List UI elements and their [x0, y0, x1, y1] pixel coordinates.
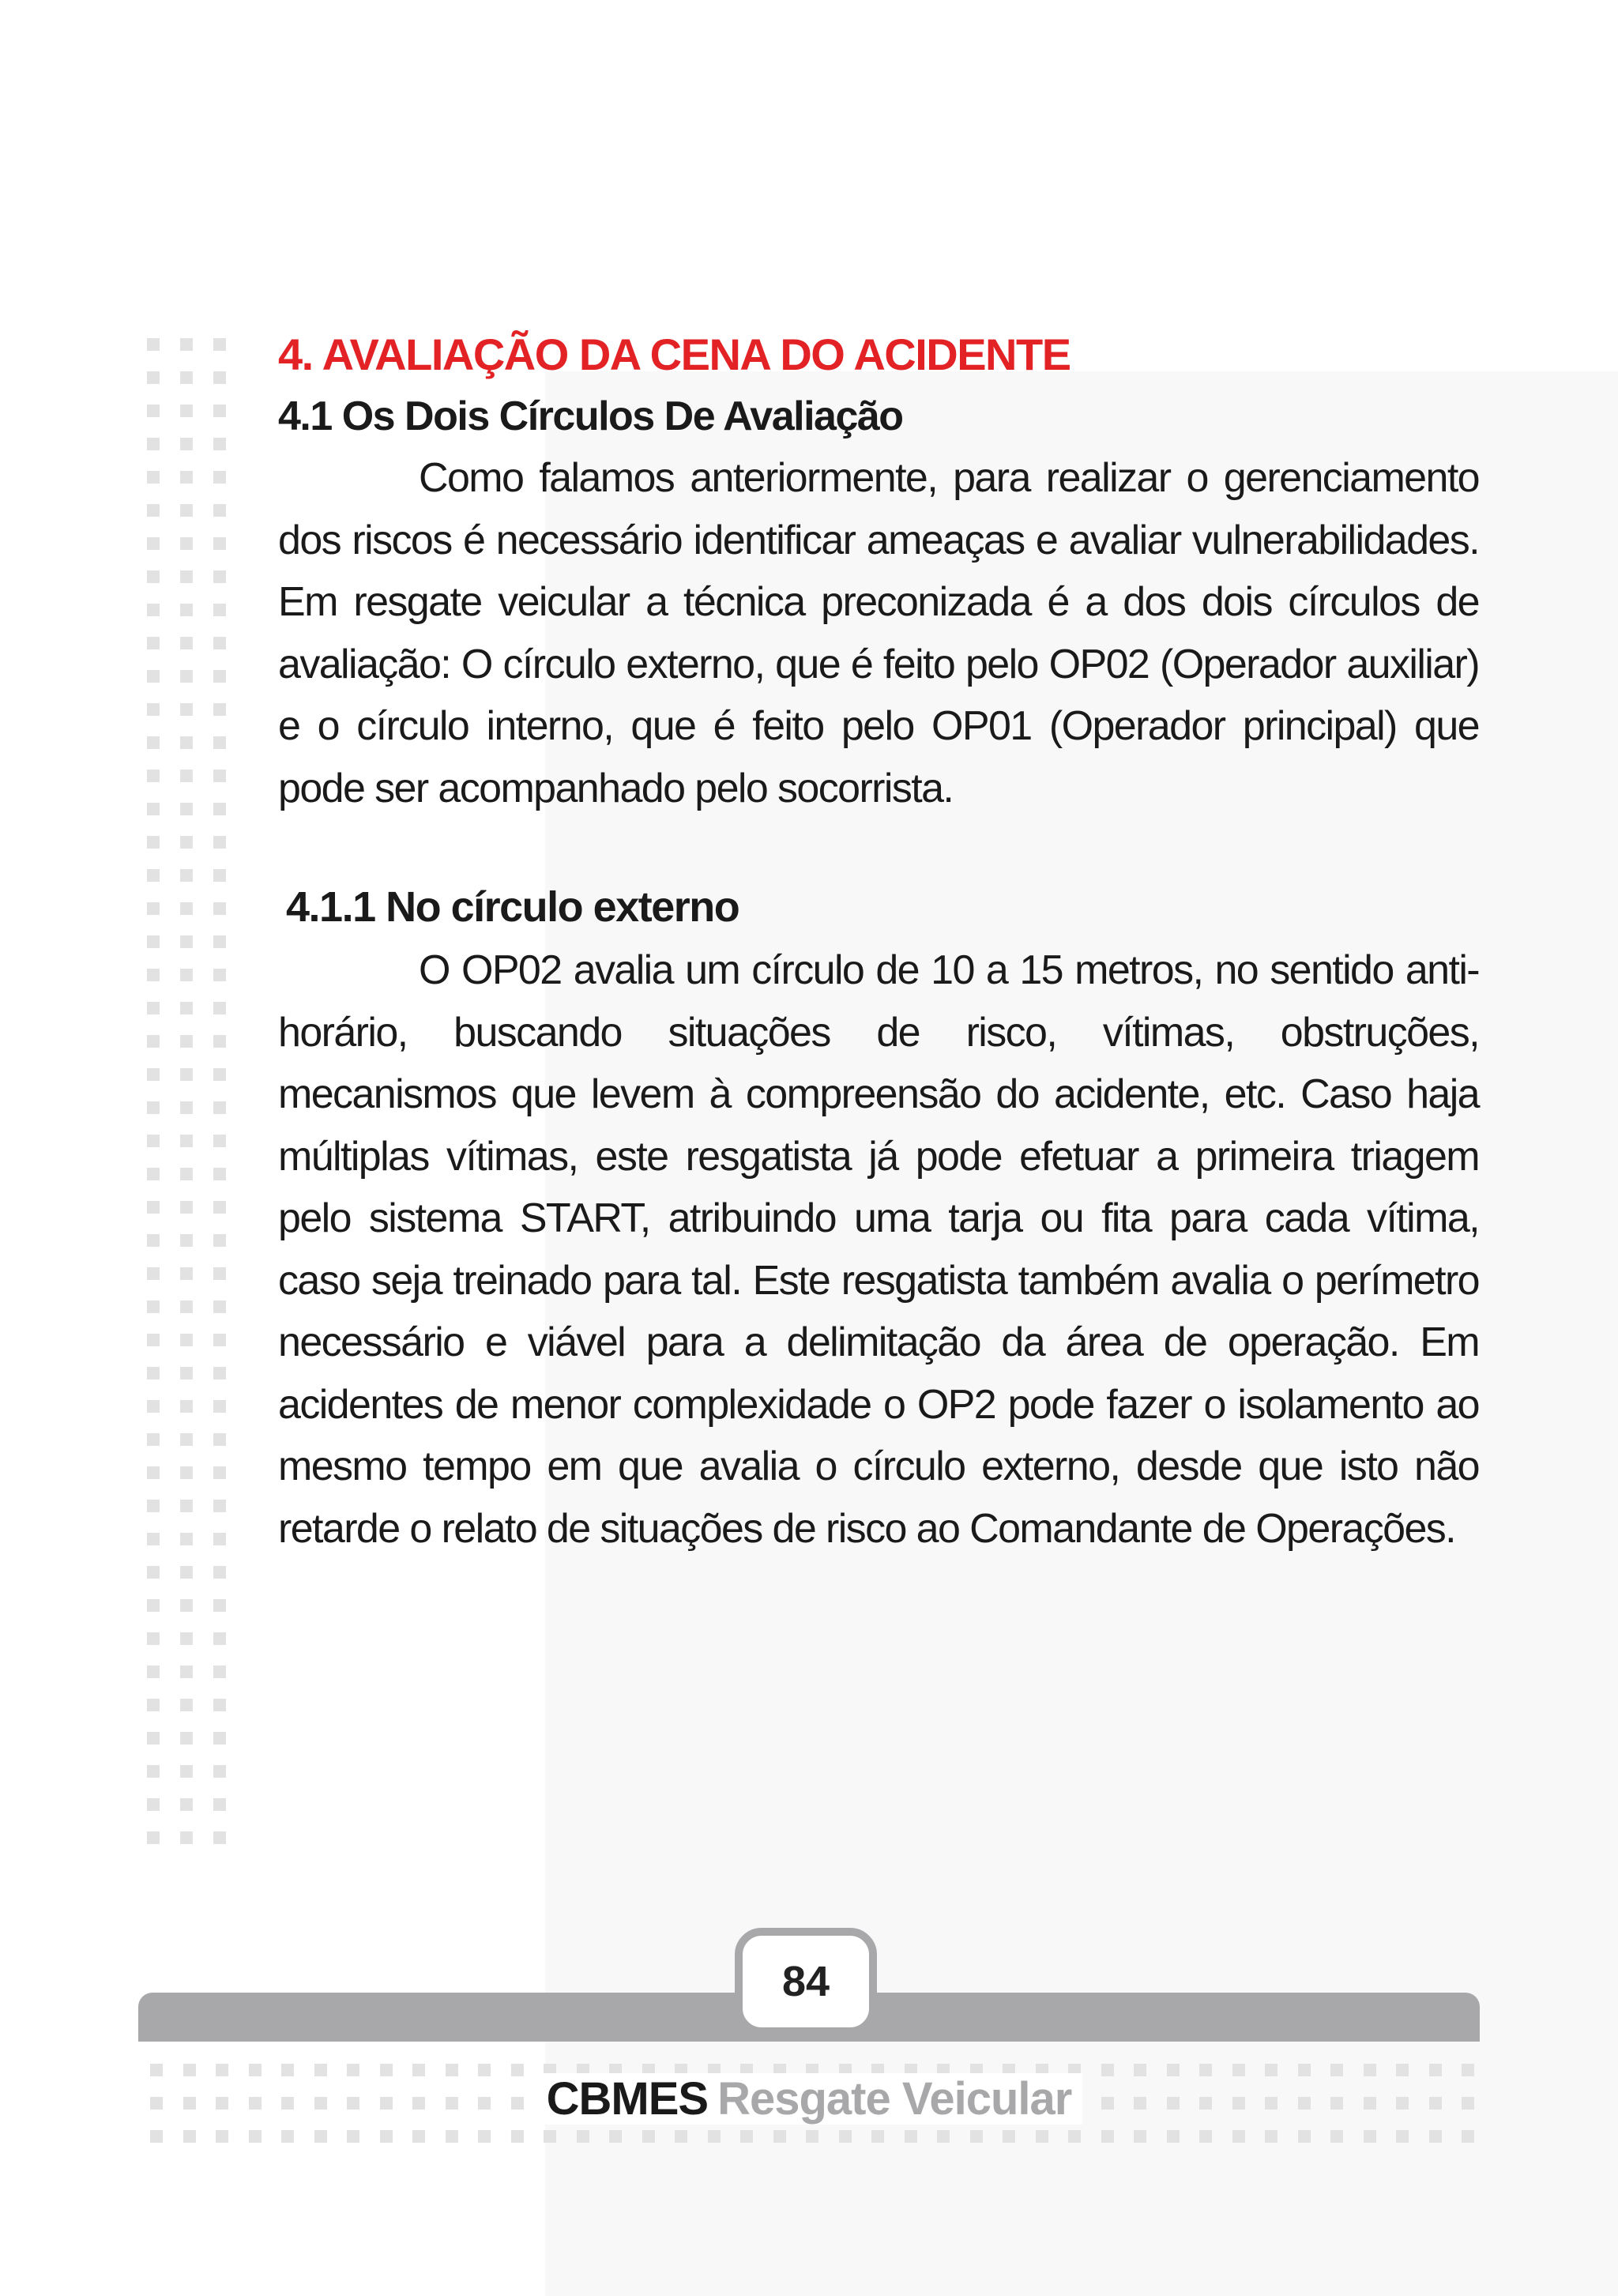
section-heading: 4. AVALIAÇÃO DA CENA DO ACIDENTE: [278, 329, 1071, 379]
page-number: 84: [735, 1928, 877, 2035]
grid-square: [147, 471, 160, 484]
grid-square: [180, 570, 193, 583]
grid-square: [213, 1599, 226, 1612]
grid-square: [180, 604, 193, 616]
grid-square: [213, 1699, 226, 1711]
grid-square: [147, 537, 160, 550]
grid-square: [147, 1101, 160, 1114]
grid-square: [213, 438, 226, 450]
grid-square: [213, 405, 226, 417]
grid-square: [147, 1168, 160, 1180]
grid-square: [213, 935, 226, 948]
grid-square: [180, 1500, 193, 1512]
grid-square: [180, 438, 193, 450]
grid-square: [213, 1135, 226, 1147]
grid-square: [213, 736, 226, 749]
grid-square: [147, 670, 160, 683]
grid-square: [213, 770, 226, 782]
grid-square: [147, 570, 160, 583]
grid-square: [147, 1533, 160, 1545]
grid-square: [147, 1765, 160, 1778]
grid-square: [147, 1367, 160, 1379]
grid-square: [213, 902, 226, 915]
grid-square: [213, 670, 226, 683]
grid-square: [180, 1798, 193, 1811]
grid-square: [180, 405, 193, 417]
grid-square: [147, 1035, 160, 1048]
grid-square: [147, 338, 160, 351]
subsection-heading: 4.1 Os Dois Círculos De Avaliação: [278, 393, 903, 439]
grid-square: [180, 670, 193, 683]
grid-square: [147, 1433, 160, 1446]
grid-square: [213, 1798, 226, 1811]
grid-square: [180, 902, 193, 915]
grid-square: [180, 1533, 193, 1545]
grid-square: [180, 537, 193, 550]
grid-square: [213, 504, 226, 517]
decorative-side-grid: [147, 338, 226, 1844]
grid-square: [213, 1732, 226, 1745]
grid-square: [147, 1566, 160, 1579]
grid-square: [213, 1168, 226, 1180]
grid-square: [180, 504, 193, 517]
grid-square: [213, 1666, 226, 1678]
grid-square: [213, 1300, 226, 1313]
grid-square: [213, 604, 226, 616]
grid-square: [180, 1732, 193, 1745]
grid-square: [180, 1400, 193, 1413]
grid-square: [213, 1234, 226, 1247]
grid-square: [213, 1765, 226, 1778]
grid-square: [213, 1466, 226, 1479]
grid-square: [180, 1201, 193, 1214]
grid-square: [180, 1267, 193, 1280]
grid-square: [213, 1433, 226, 1446]
grid-square: [180, 637, 193, 649]
footer-title: [0, 2064, 1618, 2135]
grid-square: [213, 1002, 226, 1014]
grid-square: [180, 1367, 193, 1379]
grid-square: [180, 1068, 193, 1081]
grid-square: [213, 803, 226, 815]
grid-square: [147, 1201, 160, 1214]
grid-square: [147, 1300, 160, 1313]
grid-square: [147, 902, 160, 915]
grid-square: [147, 836, 160, 849]
grid-square: [180, 736, 193, 749]
grid-square: [180, 1632, 193, 1645]
grid-square: [147, 1831, 160, 1844]
grid-square: [213, 338, 226, 351]
grid-square: [180, 1234, 193, 1247]
grid-square: [180, 1035, 193, 1048]
grid-square: [147, 1500, 160, 1512]
grid-square: [213, 1201, 226, 1214]
grid-square: [147, 869, 160, 882]
grid-square: [147, 1135, 160, 1147]
grid-square: [213, 836, 226, 849]
grid-square: [147, 1234, 160, 1247]
grid-square: [180, 703, 193, 716]
grid-square: [180, 1599, 193, 1612]
grid-square: [147, 1068, 160, 1081]
grid-square: [180, 1466, 193, 1479]
grid-square: [213, 570, 226, 583]
paragraph-external-circle: O OP02 avalia um círculo de 10 a 15 metros, no sentido anti-horário, buscando situações de risco, vítimas, obstruções, mecanismos que levem à compreensão do acidente, etc. Caso haja múltiplas vítimas, este resgatista já pode efetuar a primeira triagem pelo sistema START, atribuindo uma tarja ou fita para cada vítima, caso seja treinado para tal. Este resgatista também avalia o perímetro necessário e viável para a delimitação da área de operação. Em acidentes de menor complexidade o OP2 pode fazer o isolamento ao mesmo tempo em que avalia o círculo externo, desde que isto não retarde o relato de situações de risco ao Comandante de Operações.: [278, 947, 1479, 1552]
grid-square: [180, 1101, 193, 1114]
grid-square: [147, 935, 160, 948]
grid-square: [213, 1533, 226, 1545]
grid-square: [147, 438, 160, 450]
grid-square: [213, 1068, 226, 1081]
grid-square: [213, 471, 226, 484]
grid-square: [147, 703, 160, 716]
grid-square: [180, 1699, 193, 1711]
grid-square: [147, 1666, 160, 1678]
grid-square: [180, 1135, 193, 1147]
grid-square: [147, 504, 160, 517]
grid-square: [147, 1334, 160, 1346]
grid-square: [147, 969, 160, 981]
grid-square: [180, 770, 193, 782]
grid-square: [180, 1765, 193, 1778]
footer-brand: CBMES: [536, 2073, 713, 2125]
grid-square: [147, 1400, 160, 1413]
grid-square: [213, 1367, 226, 1379]
grid-square: [213, 637, 226, 649]
subsubsection-heading: 4.1.1 No círculo externo: [286, 883, 739, 931]
grid-square: [180, 803, 193, 815]
grid-square: [213, 969, 226, 981]
grid-square: [180, 1566, 193, 1579]
paragraph-intro: Como falamos anteriormente, para realizar o gerenciamento dos riscos é necessário identificar ameaças e avaliar vulnerabilidades. Em resgate veicular a técnica preconizada é a dos dois círculos de avaliação: O círculo externo, que é feito pelo OP02 (Operador auxiliar) e o círculo interno, que é feito pelo OP01 (Operador principal) que pode ser acompanhado pelo socorrista.: [278, 455, 1479, 811]
grid-square: [180, 1334, 193, 1346]
grid-square: [213, 1101, 226, 1114]
grid-square: [147, 637, 160, 649]
grid-square: [147, 1699, 160, 1711]
grid-square: [147, 371, 160, 384]
grid-square: [180, 371, 193, 384]
grid-square: [213, 869, 226, 882]
grid-square: [147, 1599, 160, 1612]
grid-square: [147, 1267, 160, 1280]
grid-square: [180, 1831, 193, 1844]
grid-square: [180, 1300, 193, 1313]
grid-square: [147, 1466, 160, 1479]
grid-square: [213, 371, 226, 384]
grid-square: [180, 471, 193, 484]
grid-square: [180, 338, 193, 351]
grid-square: [213, 1632, 226, 1645]
grid-square: [180, 935, 193, 948]
grid-square: [147, 405, 160, 417]
grid-square: [213, 1035, 226, 1048]
footer-publication: Resgate Veicular: [713, 2073, 1082, 2125]
grid-square: [213, 1566, 226, 1579]
grid-square: [180, 836, 193, 849]
grid-square: [147, 803, 160, 815]
grid-square: [213, 1334, 226, 1346]
grid-square: [180, 1433, 193, 1446]
grid-square: [213, 1267, 226, 1280]
grid-square: [213, 1831, 226, 1844]
main-content: [278, 324, 1479, 1560]
grid-square: [180, 1666, 193, 1678]
grid-square: [213, 1500, 226, 1512]
grid-square: [180, 969, 193, 981]
grid-square: [147, 770, 160, 782]
grid-square: [180, 1168, 193, 1180]
grid-square: [147, 1632, 160, 1645]
grid-square: [213, 537, 226, 550]
grid-square: [213, 703, 226, 716]
grid-square: [147, 604, 160, 616]
grid-square: [147, 1798, 160, 1811]
grid-square: [147, 736, 160, 749]
grid-square: [180, 869, 193, 882]
grid-square: [147, 1002, 160, 1014]
grid-square: [180, 1002, 193, 1014]
grid-square: [213, 1400, 226, 1413]
grid-square: [147, 1732, 160, 1745]
